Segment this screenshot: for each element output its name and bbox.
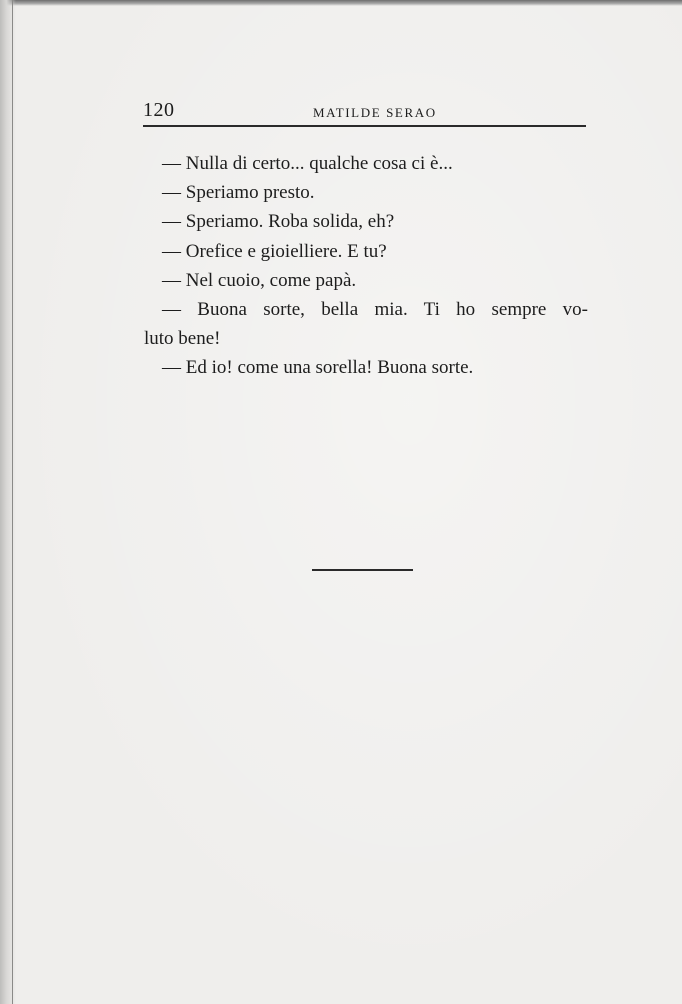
section-end-rule: [312, 569, 413, 571]
text-line: — Nulla di certo... qualche cosa ci è...: [162, 153, 453, 174]
header-rule: [143, 125, 586, 127]
page-top-edge: [0, 0, 682, 6]
running-head: MATILDE SERAO: [313, 105, 437, 120]
page-binding-edge: [0, 0, 16, 1004]
text-line: — Speriamo presto.: [162, 182, 315, 204]
text-line: — Nel cuoio, come papà.: [162, 269, 357, 291]
text-line: — Orefice e gioielliere. E tu?: [162, 240, 387, 262]
text-line: — Speriamo. Roba solida, eh?: [162, 211, 395, 233]
page-number: 120: [143, 99, 175, 121]
text-line: — Buona sorte, bella mia. Ti ho sempre vo-: [162, 299, 588, 321]
body-text: [144, 149, 588, 383]
text-line: luto bene!: [144, 328, 221, 350]
page-header: [143, 99, 585, 127]
text-line: — Ed io! come una sorella! Buona sorte.: [162, 357, 474, 379]
